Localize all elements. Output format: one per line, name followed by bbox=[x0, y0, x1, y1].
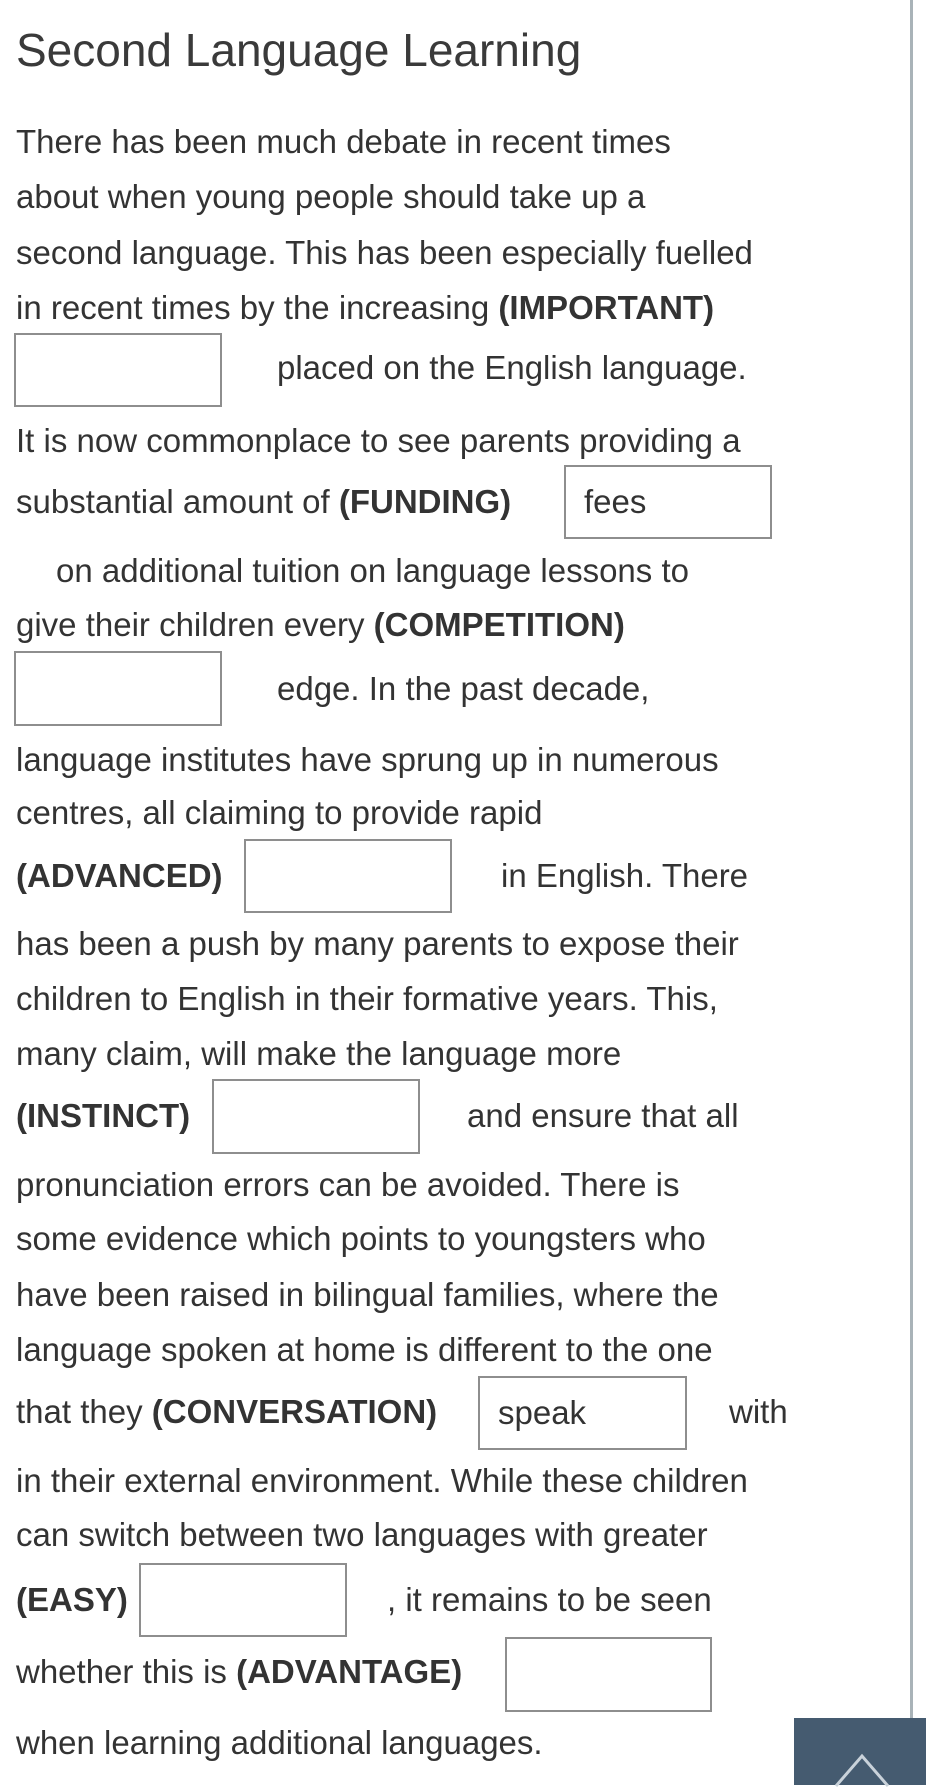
text-line: edge. In the past decade, bbox=[277, 670, 650, 707]
word-hint: (EASY) bbox=[16, 1581, 128, 1618]
text-line: , it remains to be seen bbox=[387, 1581, 712, 1618]
word-hint: (COMPETITION) bbox=[373, 606, 625, 643]
word-hint: (ADVANTAGE) bbox=[236, 1653, 463, 1690]
answer-input-competition[interactable] bbox=[14, 651, 222, 726]
text-line bbox=[16, 1393, 437, 1431]
text-line: It is now commonplace to see parents providing a bbox=[16, 422, 741, 459]
text-line: when learning additional languages. bbox=[16, 1724, 543, 1761]
answer-input-advantage[interactable] bbox=[505, 1637, 712, 1712]
scroll-to-top-button[interactable] bbox=[794, 1718, 926, 1785]
text-line: There has been much debate in recent times bbox=[16, 123, 671, 160]
answer-input-important[interactable] bbox=[14, 333, 222, 407]
text-line bbox=[16, 289, 714, 327]
text-line: has been a push by many parents to expose their bbox=[16, 925, 739, 962]
answer-input-conversation[interactable] bbox=[478, 1376, 687, 1450]
scrollbar-track[interactable] bbox=[910, 0, 913, 1785]
text-line: many claim, will make the language more bbox=[16, 1035, 622, 1072]
text-line: about when young people should take up a bbox=[16, 178, 646, 215]
word-hint: (FUNDING) bbox=[338, 483, 512, 520]
text-line: pronunciation errors can be avoided. There is bbox=[16, 1166, 680, 1203]
word-hint: (INSTINCT) bbox=[16, 1097, 191, 1134]
text-line: have been raised in bilingual families, where the bbox=[16, 1276, 719, 1313]
text-line: and ensure that all bbox=[467, 1097, 739, 1134]
text: give their children every bbox=[16, 606, 374, 643]
text-line: language spoken at home is different to the one bbox=[16, 1331, 713, 1368]
text-line: placed on the English language. bbox=[277, 349, 747, 386]
text-line: second language. This has been especially fuelled bbox=[16, 234, 753, 271]
word-hint: (ADVANCED) bbox=[16, 857, 223, 894]
text-line: some evidence which points to youngsters who bbox=[16, 1220, 706, 1257]
text-line: on additional tuition on language lessons to bbox=[56, 552, 689, 589]
page-title: Second Language Learning bbox=[16, 24, 582, 76]
text-line: can switch between two languages with greater bbox=[16, 1516, 708, 1553]
text-line: children to English in their formative years. This, bbox=[16, 980, 718, 1017]
text: substantial amount of bbox=[16, 483, 339, 520]
word-hint: (IMPORTANT) bbox=[498, 289, 715, 326]
text-line: centres, all claiming to provide rapid bbox=[16, 794, 543, 831]
text-line bbox=[16, 1653, 462, 1691]
word-hint: (CONVERSATION) bbox=[151, 1393, 438, 1430]
answer-input-advanced[interactable] bbox=[244, 839, 452, 913]
text-line bbox=[16, 606, 625, 644]
text: whether this is bbox=[16, 1653, 237, 1690]
answer-input-instinct[interactable] bbox=[212, 1079, 420, 1154]
chevron-up-icon bbox=[834, 1748, 890, 1788]
text: in recent times by the increasing bbox=[16, 289, 499, 326]
answer-input-funding[interactable] bbox=[564, 465, 772, 539]
text-line: language institutes have sprung up in numerous bbox=[16, 741, 719, 778]
text-line: in their external environment. While these children bbox=[16, 1462, 748, 1499]
text-line: in English. There bbox=[501, 857, 749, 894]
text: that they bbox=[16, 1393, 152, 1430]
text-line bbox=[16, 483, 511, 521]
answer-input-easy[interactable] bbox=[139, 1563, 347, 1637]
text-line: with bbox=[729, 1393, 788, 1430]
